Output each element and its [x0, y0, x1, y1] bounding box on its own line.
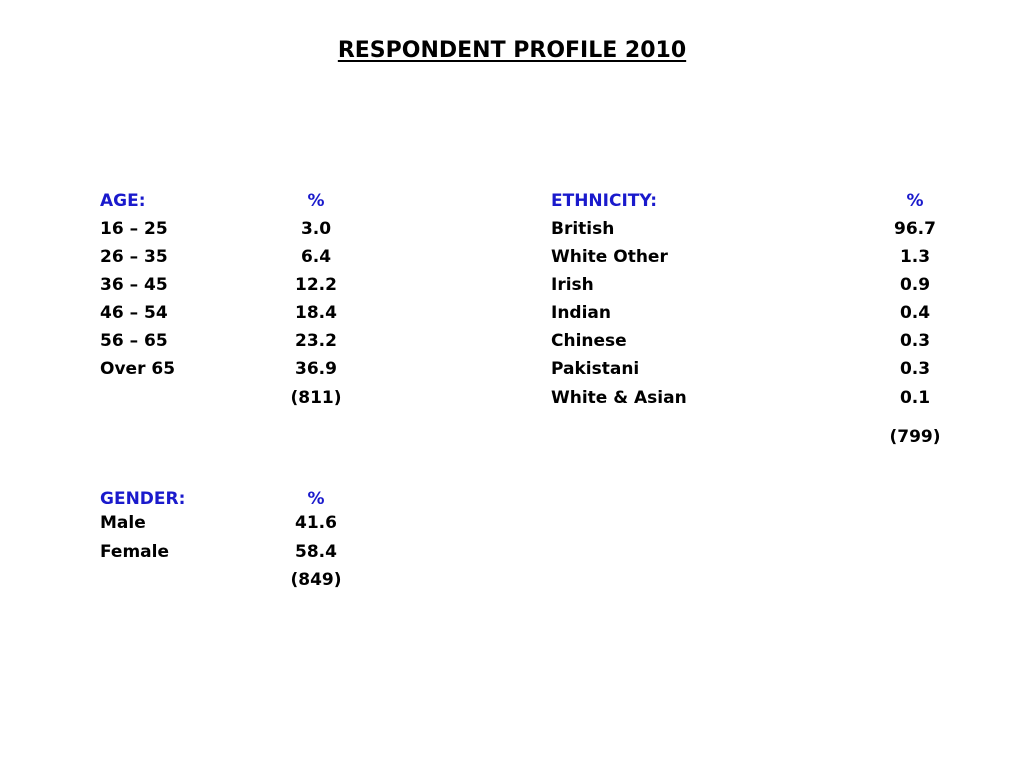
ethnicity-row-value: 0.1: [899, 388, 931, 408]
age-row-label: 16 – 25: [100, 219, 168, 239]
age-total: (811): [290, 388, 342, 408]
age-row-value: 3.0: [300, 219, 332, 239]
page-title: RESPONDENT PROFILE 2010: [337, 38, 687, 63]
ethnicity-row-label: Chinese: [551, 331, 627, 351]
age-row-value: 36.9: [295, 359, 337, 379]
ethnicity-row-label: White & Asian: [551, 388, 687, 408]
gender-row-label: Male: [100, 513, 146, 533]
gender-row-value: 58.4: [295, 542, 337, 562]
gender-row-label: Female: [100, 542, 169, 562]
gender-header: GENDER:: [100, 489, 186, 509]
ethnicity-row-value: 0.3: [899, 359, 931, 379]
ethnicity-row-value: 0.4: [899, 303, 931, 323]
ethnicity-total: (799): [889, 427, 941, 447]
age-row-label: 46 – 54: [100, 303, 168, 323]
ethnicity-row-label: Irish: [551, 275, 594, 295]
ethnicity-row-value: 0.9: [899, 275, 931, 295]
age-row-label: 26 – 35: [100, 247, 168, 267]
gender-pct-header: %: [307, 489, 325, 509]
age-row-label: 56 – 65: [100, 331, 168, 351]
ethnicity-row-label: White Other: [551, 247, 668, 267]
age-row-label: Over 65: [100, 359, 176, 379]
age-row-value: 12.2: [295, 275, 337, 295]
age-header: AGE:: [100, 191, 146, 211]
ethnicity-row-value: 0.3: [899, 331, 931, 351]
ethnicity-row-value: 1.3: [899, 247, 931, 267]
ethnicity-row-value: 96.7: [894, 219, 936, 239]
gender-total: (849): [290, 570, 342, 590]
age-row-value: 6.4: [300, 247, 332, 267]
ethnicity-header: ETHNICITY:: [551, 191, 658, 211]
age-row-label: 36 – 45: [100, 275, 168, 295]
age-row-value: 18.4: [295, 303, 337, 323]
ethnicity-pct-header: %: [906, 191, 924, 211]
ethnicity-row-label: Indian: [551, 303, 611, 323]
gender-row-value: 41.6: [295, 513, 337, 533]
ethnicity-row-label: Pakistani: [551, 359, 640, 379]
ethnicity-row-label: British: [551, 219, 615, 239]
age-row-value: 23.2: [295, 331, 337, 351]
age-pct-header: %: [307, 191, 325, 211]
